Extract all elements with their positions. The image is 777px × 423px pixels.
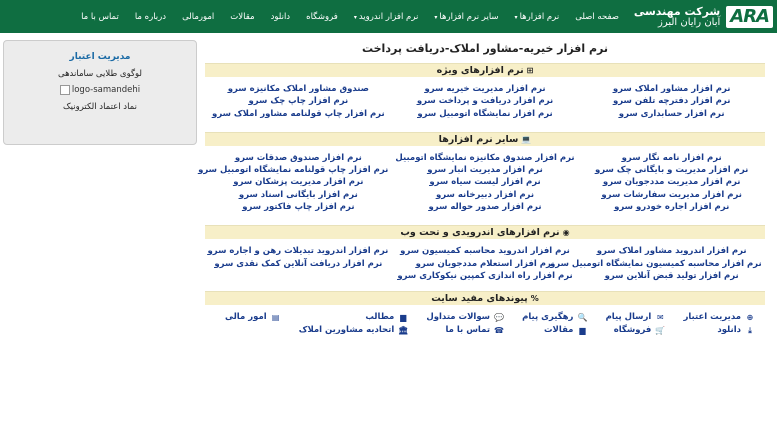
software-link[interactable]: نرم افزار راه اندازی کمپین نیکوکاری سرو	[397, 270, 573, 281]
chevron-down-icon: ▾	[353, 13, 357, 21]
top-navbar	[0, 0, 777, 33]
software-link[interactable]: نرم افزار استعلام مددجویان سرو	[415, 258, 555, 269]
link-icon: %	[530, 294, 539, 304]
useful-link[interactable]: ⤓ دانلود	[683, 324, 755, 337]
laptop-icon: 💻	[521, 134, 532, 144]
software-link[interactable]: نرم افزار چاپ فاکتور سرو	[242, 202, 355, 213]
useful-link[interactable]: ✉ ارسال پیام	[605, 312, 664, 323]
useful-link[interactable]: 💬 سوالات متداول	[426, 312, 504, 323]
software-link[interactable]: نرم افزار اجاره خودرو سرو	[614, 202, 730, 213]
nav-item[interactable]: مقالات	[230, 11, 255, 22]
sidebar-panel	[3, 40, 197, 145]
book-icon: ▆	[400, 313, 407, 323]
software-link[interactable]: نرم افزار لیست سیاه سرو	[429, 177, 541, 188]
software-link[interactable]: نرم افزار دریافت آنلاین کمک نقدی سرو	[214, 258, 383, 269]
software-link[interactable]: نرم افزار دبیرخانه سرو	[435, 189, 535, 200]
envelope-icon: ✉	[656, 313, 664, 323]
software-link[interactable]: نرم افزار دریافت و پرداخت سرو	[416, 96, 554, 107]
useful-links-header: %پیوندهای مفید سایت	[205, 291, 765, 305]
nav-item[interactable]: نرم افزار اندروید▾	[353, 11, 419, 22]
section-header: ⊞نرم افزارهای ویژه	[205, 63, 765, 77]
software-link[interactable]: نرم افزار مدیریت خیریه سرو	[424, 84, 546, 94]
useful-link[interactable]: 🔍 رهگیری پیام	[522, 312, 588, 323]
useful-link[interactable]: 🏛 اتحادیه مشاورین املاک	[298, 325, 409, 336]
software-link[interactable]: نرم افزار مشاور املاک سرو	[612, 84, 731, 94]
nav-item[interactable]: فروشگاه	[306, 11, 338, 22]
chevron-down-icon: ▾	[434, 13, 438, 21]
nav-item[interactable]: تماس با ما	[81, 11, 119, 22]
useful-link[interactable]: 🛒 فروشگاه	[613, 325, 666, 336]
download-icon: ⤓	[748, 326, 752, 336]
bank-icon: 🏛	[398, 326, 409, 336]
software-link[interactable]: نرم افزار نمایشگاه اتومبیل سرو	[417, 108, 553, 119]
main-content	[198, 38, 765, 337]
brand-mark: ARA	[726, 6, 773, 28]
software-link[interactable]: صندوق مشاور املاک مکانیزه سرو	[227, 84, 369, 94]
gold-logo-label: لوگوی طلایی ساماندهی	[57, 69, 142, 79]
useful-link[interactable]: ▤ امور مالی	[225, 312, 280, 323]
software-link[interactable]: نرم افزار دفترچه تلفن سرو	[612, 96, 731, 107]
nav-item[interactable]: امورمالی	[182, 11, 215, 22]
search-icon: 🔍	[577, 313, 588, 323]
money-icon: ▤	[271, 313, 280, 323]
chevron-down-icon: ▾	[514, 13, 518, 21]
nav-item[interactable]: صفحه اصلی	[575, 11, 619, 22]
brand-name: شرکت مهندسی آبان رایان البرز	[633, 4, 721, 28]
sidebar-title[interactable]: مدیریت اعتبار	[69, 52, 131, 62]
software-link[interactable]: نرم افزار مدیریت مددجویان سرو	[602, 177, 741, 188]
software-link[interactable]: نرم افزار نامه نگار سرو	[621, 152, 722, 163]
software-link[interactable]: نرم افزار مدیریت و بایگانی چک سرو	[594, 165, 749, 176]
software-link[interactable]: نرم افزار حسابداری سرو	[618, 108, 725, 119]
cart-icon: 🛒	[655, 326, 666, 336]
book-icon: ▆	[579, 326, 586, 336]
software-link[interactable]: نرم افزار صندوق مکانیزه نمایشگاه اتومبیل	[395, 152, 575, 163]
nav-item[interactable]: درباره ما	[134, 11, 167, 22]
samandehi-logo-image[interactable]: logo-samandehi	[4, 85, 196, 95]
software-link[interactable]: نرم افزار اندروید محاسبه کمیسیون سرو	[400, 246, 570, 257]
enamad-label[interactable]: نماد اعتماد الکترونیک	[63, 102, 137, 112]
broken-image-icon	[60, 85, 70, 95]
section-header: 💻سایر نرم افزارها	[205, 132, 765, 146]
section-header: ◉نرم افزارهای اندرویدی و تحت وب	[205, 225, 765, 239]
nav-item[interactable]: دانلود	[270, 11, 291, 22]
useful-link[interactable]: ⊕ مدیریت اعتبار	[683, 312, 754, 323]
software-link[interactable]: نرم افزار تولید قبض آنلاین سرو	[604, 270, 739, 281]
useful-link[interactable]: ☎ تماس با ما	[445, 325, 504, 336]
software-link[interactable]: نرم افزار اندروید مشاور املاک سرو	[596, 246, 747, 257]
page-title: نرم افزار خیریه-مشاور املاک-دریافت پرداخت	[361, 42, 608, 55]
software-link[interactable]: نرم افزار مدیریت پزشکان سرو	[233, 177, 364, 188]
useful-link[interactable]: ▆ مقالات	[544, 325, 586, 336]
main-menu	[73, 0, 627, 33]
software-link[interactable]: نرم افزار چاپ قولنامه مشاور املاک سرو	[212, 108, 385, 119]
plus-circle-icon: ⊕	[746, 313, 754, 323]
software-link[interactable]: نرم افزار چاپ قولنامه نمایشگاه اتومبیل سرو	[198, 165, 389, 176]
nav-item[interactable]: سایر نرم افزارها▾	[434, 11, 499, 22]
software-link[interactable]: نرم افزار بایگانی اسناد سرو	[238, 189, 358, 200]
software-link[interactable]: نرم افزار مدیریت سفارشات سرو	[601, 189, 742, 200]
software-link[interactable]: نرم افزار صدور حواله سرو	[428, 202, 542, 213]
nav-item[interactable]: نرم افزارها▾	[514, 11, 560, 22]
useful-link[interactable]: ▆ مطالب	[365, 312, 407, 323]
comment-icon: 💬	[494, 313, 504, 323]
software-link[interactable]: نرم افزار چاپ چک سرو	[248, 96, 349, 107]
android-icon: ◉	[562, 228, 570, 238]
software-link[interactable]: نرم افزار مدیریت انبار سرو	[427, 165, 543, 176]
software-link[interactable]: نرم افزار صندوق صدقات سرو	[234, 152, 362, 163]
software-link[interactable]: نرم افزار اندروید تبدیلات رهن و اجاره سرو	[207, 246, 389, 257]
software-link[interactable]: نرم افزار محاسبه کمیسیون نمایشگاه اتومبیل سرو	[550, 258, 762, 269]
phone-icon: ☎	[494, 326, 504, 336]
brand-logo[interactable]	[634, 3, 773, 30]
windows-icon: ⊞	[526, 66, 534, 75]
